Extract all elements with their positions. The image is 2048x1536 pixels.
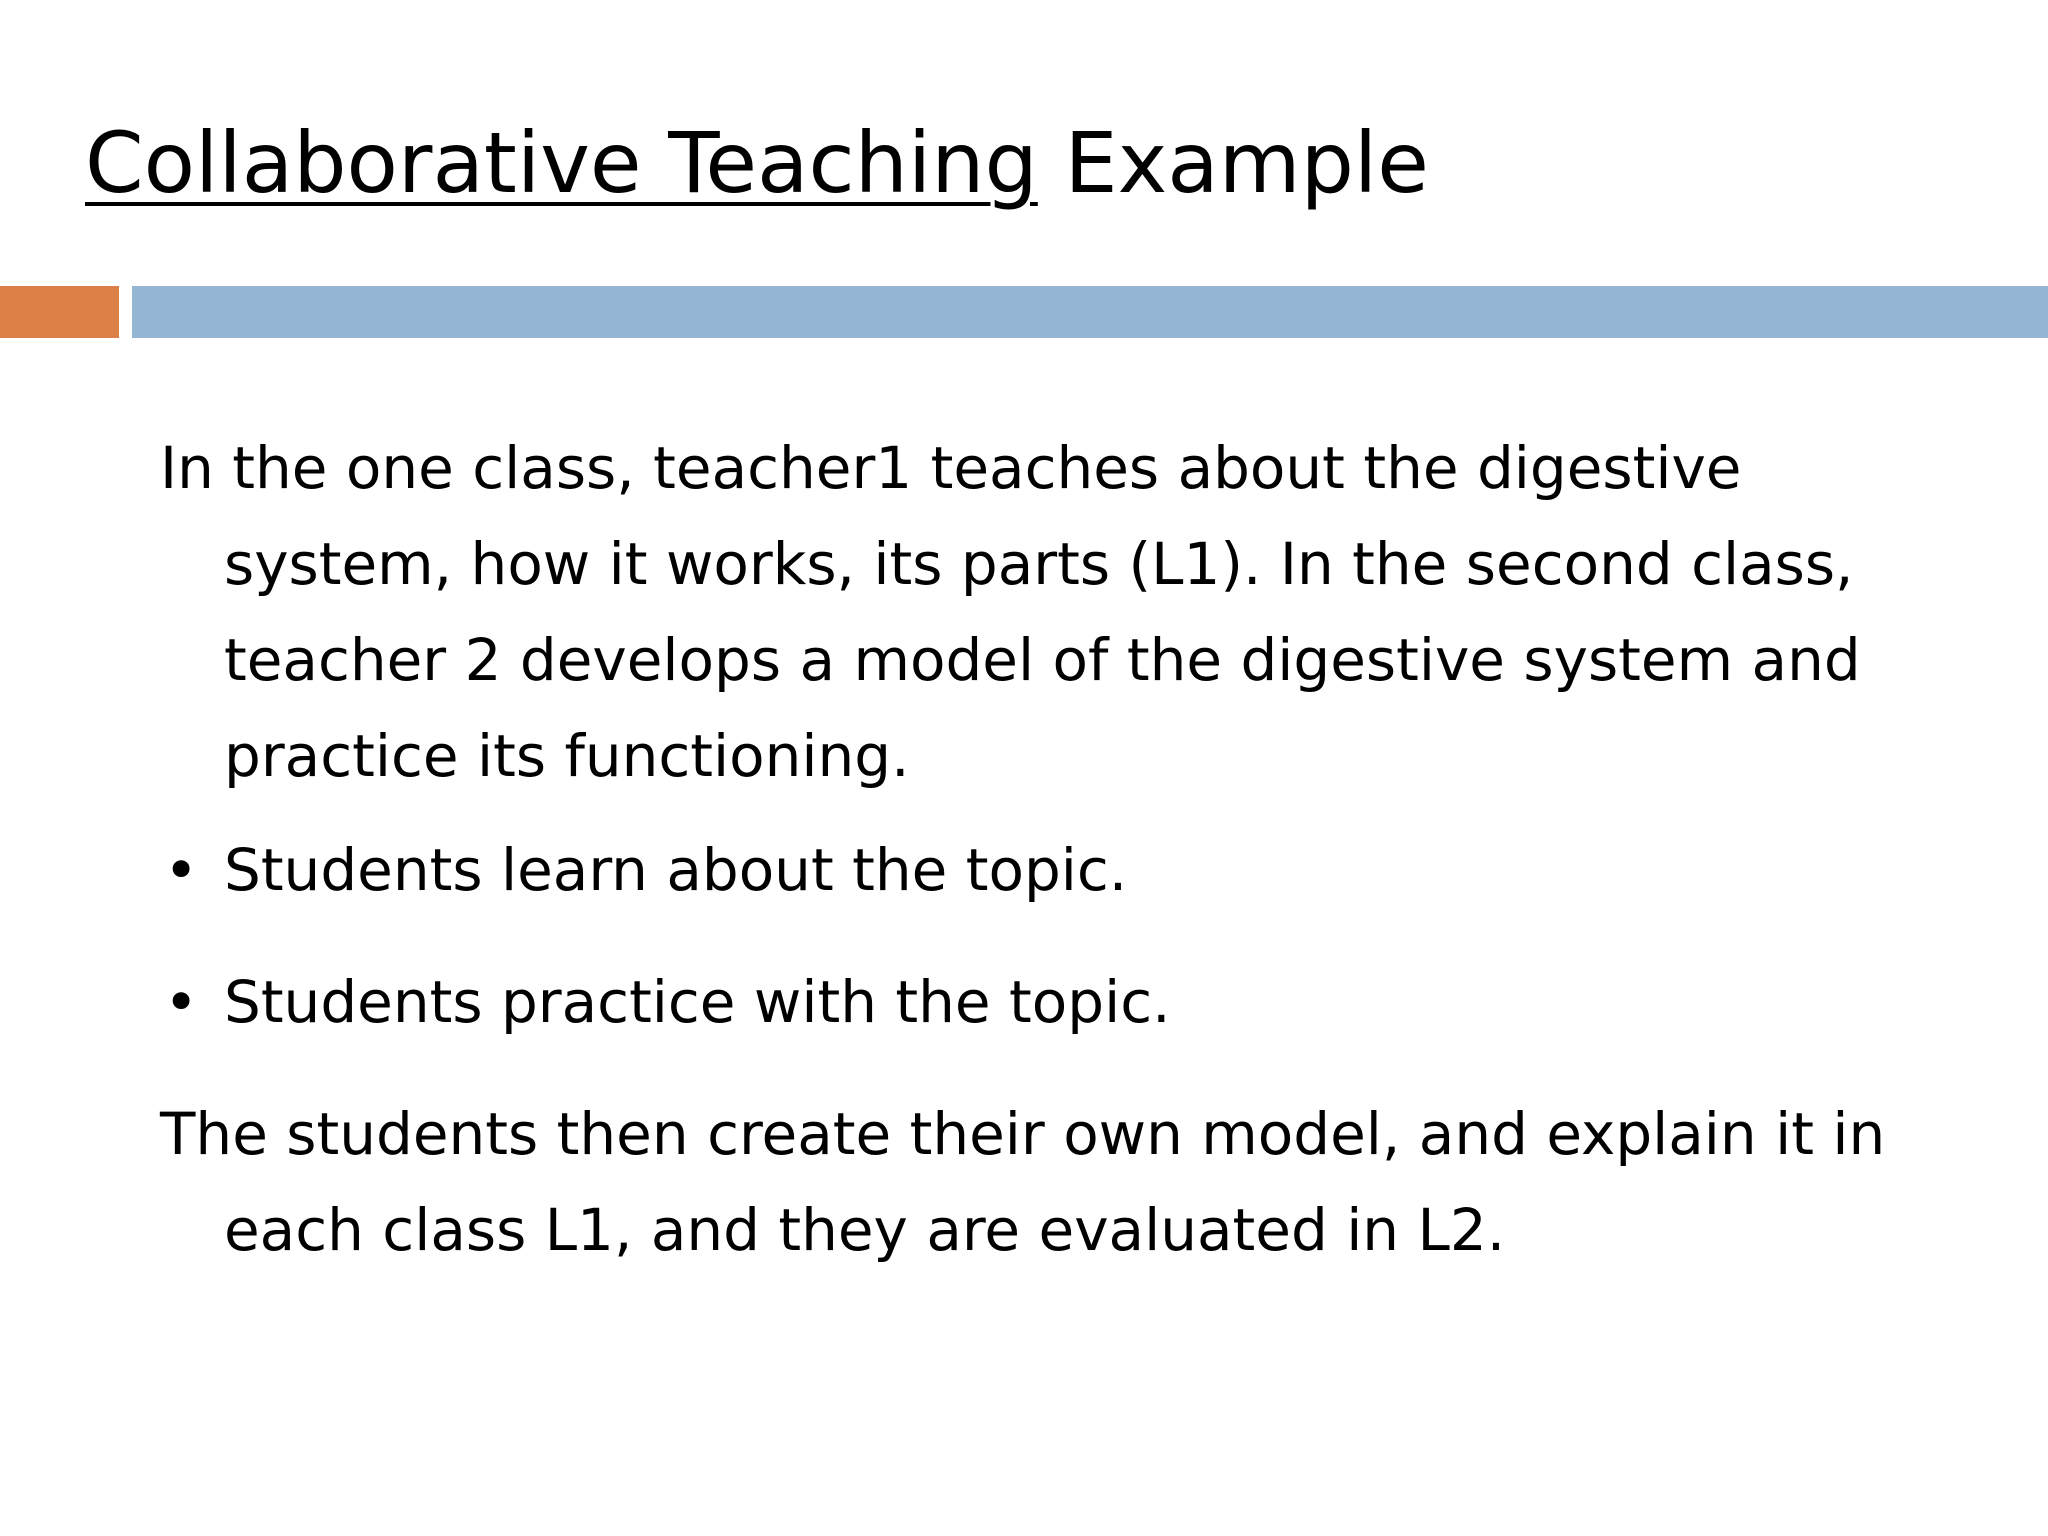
bullet-dot-icon: •	[164, 836, 199, 904]
accent-bar-orange	[0, 286, 119, 338]
slide-title-rest: Example	[1037, 114, 1429, 212]
bullet-item-1	[160, 822, 1960, 918]
bullet-text-1: Students learn about the topic.	[224, 836, 1128, 904]
body-paragraph-2: The students then create their own model, and explain it in each class L1, and they are evaluated in L2.	[160, 1100, 1886, 1264]
bullet-dot-icon: •	[164, 968, 199, 1036]
slide-body	[160, 420, 1960, 1296]
bullet-text-2: Students practice with the topic.	[224, 968, 1171, 1036]
bullet-item-2	[160, 954, 1960, 1050]
accent-bar-blue	[132, 286, 2048, 338]
body-paragraph-1: In the one class, teacher1 teaches about the digestive system, how it works, its parts (L1). In the second class, teacher 2 develops a model of the digestive system and practice its functioning.	[160, 434, 1861, 790]
slide-title-underlined: Collaborative Teaching	[85, 114, 1038, 212]
slide-title	[85, 108, 1429, 218]
